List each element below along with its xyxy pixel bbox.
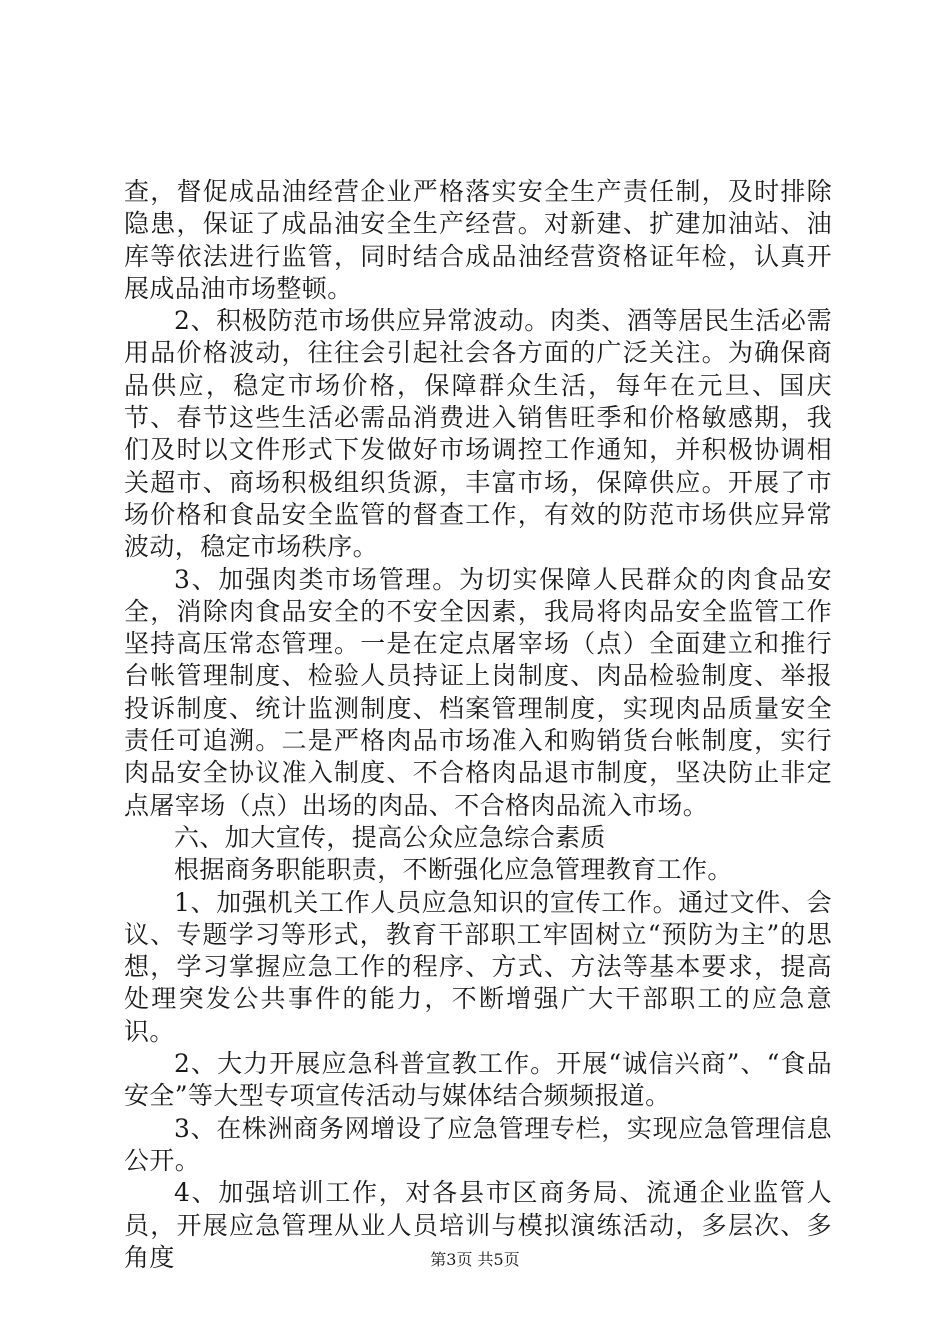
paragraph-1: 查，督促成品油经营企业严格落实安全生产责任制，及时排除隐患，保证了成品油安全生产经营。对新建、扩建加油站、油库等依法进行监管，同时结合成品油经营资格证年检，认真开展成品油市场整顿。 bbox=[124, 177, 832, 303]
page-footer: 第3页 共5页 bbox=[430, 1250, 520, 1269]
paragraph-7: 2、大力开展应急科普宣教工作。开展“诚信兴商”、“食品安全”等大型专项宣传活动与媒体结合频频报道。 bbox=[124, 1049, 832, 1111]
section-heading-6: 六、加大宣传，提高公众应急综合素质 bbox=[174, 822, 606, 852]
paragraph-8: 3、在株洲商务网增设了应急管理专栏，实现应急管理信息公开。 bbox=[124, 1113, 832, 1175]
paragraph-3: 3、加强肉类市场管理。为切实保障人民群众的肉食品安全，消除肉食品安全的不安全因素，我局将肉品安全监管工作坚持高压常态管理。一是在定点屠宰场（点）全面建立和推行台帐管理制度、检验人员持证上岗制度、肉品检验制度、举报投诉制度、统计监测制度、档案管理制度，实现肉品质量安全责任可追溯。二是严格肉品市场准入和购销货台帐制度，实行肉品安全协议准入制度、不合格肉品退市制度，坚决防止非定点屠宰场（点）出场的肉品、不合格肉品流入市场。 bbox=[124, 564, 832, 820]
paragraph-6: 1、加强机关工作人员应急知识的宣传工作。通过文件、会议、专题学习等形式，教育干部职工牢固树立“预防为主”的思想，学习掌握应急工作的程序、方式、方法等基本要求，提高处理突发公共事件的能力，不断增强广大干部职工的应急意识。 bbox=[124, 887, 832, 1046]
paragraph-5: 根据商务职能职责，不断强化应急管理教育工作。 bbox=[174, 855, 733, 885]
paragraph-2: 2、积极防范市场供应异常波动。肉类、酒等居民生活必需用品价格波动，往往会引起社会各方面的广泛关注。为确保商品供应，稳定市场价格，保障群众生活，每年在元旦、国庆节、春节这些生活必需品消费进入销售旺季和价格敏感期，我们及时以文件形式下发做好市场调控工作通知，并积极协调相关超市、商场积极组织货源，丰富市场，保障供应。开展了市场价格和食品安全监管的督查工作，有效的防范市场供应异常波动，稳定市场秩序。 bbox=[124, 306, 832, 562]
paragraph-9: 4、加强培训工作，对各县市区商务局、流通企业监管人员，开展应急管理从业人员培训与模拟演练活动，多层次、多角度 bbox=[124, 1178, 832, 1272]
document-body bbox=[124, 176, 832, 1274]
